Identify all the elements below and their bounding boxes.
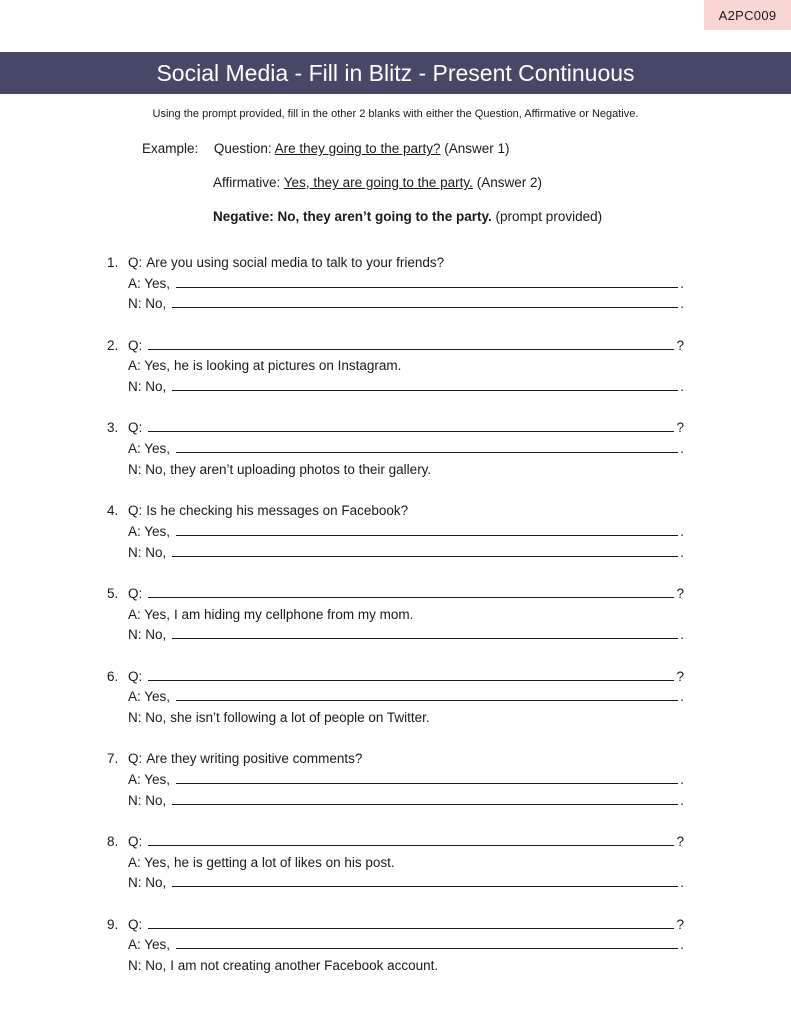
example-affirmative-line <box>213 175 542 190</box>
affirmative-line <box>128 271 684 291</box>
end-punctuation: . <box>680 875 684 891</box>
item-number: 4. <box>107 503 119 519</box>
question-answer-blank[interactable] <box>148 845 674 846</box>
affirmative-answer-blank[interactable] <box>176 700 678 701</box>
question-prompt-text: Are you using social media to talk to your friends? <box>146 255 445 270</box>
negative-line <box>128 870 684 890</box>
question-answer-blank[interactable] <box>148 928 674 929</box>
question-answer-blank[interactable] <box>148 597 674 598</box>
end-punctuation: ? <box>676 668 684 684</box>
example-question-note: (Answer 1) <box>444 141 510 156</box>
question-answer-blank[interactable] <box>148 680 674 681</box>
affirmative-prompt-text: he is getting a lot of likes on his post. <box>174 854 395 870</box>
negative-label: N: No, <box>128 709 167 725</box>
end-punctuation: ? <box>676 916 684 932</box>
affirmative-label: A: Yes, <box>128 771 171 787</box>
affirmative-answer-blank[interactable] <box>176 535 678 536</box>
negative-line <box>128 622 684 642</box>
negative-line <box>128 705 684 725</box>
negative-label: N: No, <box>128 875 167 891</box>
question-line <box>107 250 684 270</box>
negative-line <box>128 953 684 973</box>
affirmative-line <box>128 932 684 952</box>
affirmative-line <box>128 602 684 622</box>
affirmative-line <box>128 684 684 704</box>
question-label: Q: <box>128 751 143 767</box>
negative-line <box>128 374 684 394</box>
negative-answer-blank[interactable] <box>172 556 678 557</box>
affirmative-label: A: Yes, <box>128 358 171 374</box>
end-punctuation: . <box>680 523 684 539</box>
example-question-label: Question: <box>213 141 272 156</box>
negative-line <box>128 457 684 477</box>
negative-label: N: No, <box>128 792 167 808</box>
question-line <box>107 746 684 766</box>
negative-answer-blank[interactable] <box>172 886 678 887</box>
item-number: 2. <box>107 337 119 353</box>
affirmative-label: A: Yes, <box>128 441 171 457</box>
negative-line <box>128 788 684 808</box>
question-label: Q: <box>128 337 143 353</box>
example-question-answer: Are they going to the party? <box>274 141 441 156</box>
affirmative-answer-blank[interactable] <box>176 783 678 784</box>
negative-label: N: No, <box>128 379 167 395</box>
instructions: Using the prompt provided, fill in the other 2 blanks with either the Question, Affirmative or Negative. <box>152 108 639 120</box>
question-label: Q: <box>128 916 143 932</box>
example-affirmative-answer: Yes, they are going to the party. <box>283 175 473 190</box>
example-negative-note: (prompt provided) <box>495 209 603 224</box>
end-punctuation: . <box>680 627 684 643</box>
question-line <box>107 912 684 932</box>
question-label: Q: <box>128 833 143 849</box>
negative-label: N: No, <box>128 296 167 312</box>
end-punctuation: ? <box>676 420 684 436</box>
negative-line <box>128 291 684 311</box>
negative-prompt-text: I am not creating another Facebook account. <box>170 958 439 973</box>
end-punctuation: . <box>680 771 684 787</box>
negative-answer-blank[interactable] <box>172 804 678 805</box>
affirmative-line <box>128 519 684 539</box>
item-number: 7. <box>107 751 119 767</box>
item-number: 1. <box>107 255 119 270</box>
negative-answer-blank[interactable] <box>172 638 678 639</box>
question-label: Q: <box>128 255 143 270</box>
worksheet-title: Social Media - Fill in Blitz - Present Continuous <box>0 52 791 94</box>
end-punctuation: . <box>680 379 684 395</box>
example-affirmative-label: Affirmative: <box>213 175 281 190</box>
question-line <box>107 333 684 353</box>
question-line <box>107 829 684 849</box>
example-negative-text: Negative: No, they aren’t going to the party. <box>213 209 492 224</box>
end-punctuation: . <box>680 689 684 705</box>
end-punctuation: . <box>680 937 684 953</box>
affirmative-label: A: Yes, <box>128 854 171 870</box>
question-answer-blank[interactable] <box>148 349 674 350</box>
item-number: 3. <box>107 420 119 436</box>
negative-answer-blank[interactable] <box>172 390 678 391</box>
end-punctuation: . <box>680 296 684 312</box>
negative-line <box>128 540 684 560</box>
negative-answer-blank[interactable] <box>172 307 678 308</box>
item-number: 6. <box>107 668 119 684</box>
question-label: Q: <box>128 668 143 684</box>
affirmative-answer-blank[interactable] <box>176 287 678 288</box>
negative-label: N: No, <box>128 544 167 560</box>
negative-label: N: No, <box>128 627 167 643</box>
affirmative-label: A: Yes, <box>128 937 171 953</box>
negative-prompt-text: she isn’t following a lot of people on Twitter. <box>170 709 430 725</box>
negative-label: N: No, <box>128 958 167 973</box>
end-punctuation: . <box>680 792 684 808</box>
negative-prompt-text: they aren’t uploading photos to their gallery. <box>170 461 432 477</box>
example-affirmative-note: (Answer 2) <box>476 175 542 190</box>
worksheet-code: A2PC009 <box>704 0 791 30</box>
end-punctuation: ? <box>676 585 684 601</box>
affirmative-prompt-text: he is looking at pictures on Instagram. <box>174 358 402 374</box>
item-number: 8. <box>107 833 119 849</box>
affirmative-line <box>128 767 684 787</box>
end-punctuation: . <box>680 441 684 457</box>
example-negative-line <box>213 209 602 224</box>
question-prompt-text: Is he checking his messages on Facebook? <box>146 503 409 519</box>
affirmative-prompt-text: I am hiding my cellphone from my mom. <box>174 606 414 622</box>
question-label: Q: <box>128 503 143 519</box>
question-label: Q: <box>128 585 143 601</box>
question-answer-blank[interactable] <box>148 431 674 432</box>
item-number: 5. <box>107 585 119 601</box>
example-question-line <box>142 141 510 156</box>
affirmative-line <box>128 850 684 870</box>
example-label: Example: <box>142 141 199 156</box>
item-number: 9. <box>107 916 119 932</box>
question-label: Q: <box>128 420 143 436</box>
affirmative-answer-blank[interactable] <box>176 452 678 453</box>
affirmative-answer-blank[interactable] <box>176 948 678 949</box>
question-line <box>107 498 684 518</box>
negative-label: N: No, <box>128 461 167 477</box>
end-punctuation: . <box>680 275 684 291</box>
end-punctuation: . <box>680 544 684 560</box>
affirmative-label: A: Yes, <box>128 606 171 622</box>
question-prompt-text: Are they writing positive comments? <box>146 751 363 767</box>
question-line <box>107 415 684 435</box>
affirmative-line <box>128 436 684 456</box>
end-punctuation: ? <box>676 337 684 353</box>
end-punctuation: ? <box>676 833 684 849</box>
question-line <box>107 664 684 684</box>
affirmative-label: A: Yes, <box>128 689 171 705</box>
question-line <box>107 581 684 601</box>
affirmative-line <box>128 353 684 373</box>
affirmative-label: A: Yes, <box>128 275 171 291</box>
affirmative-label: A: Yes, <box>128 523 171 539</box>
